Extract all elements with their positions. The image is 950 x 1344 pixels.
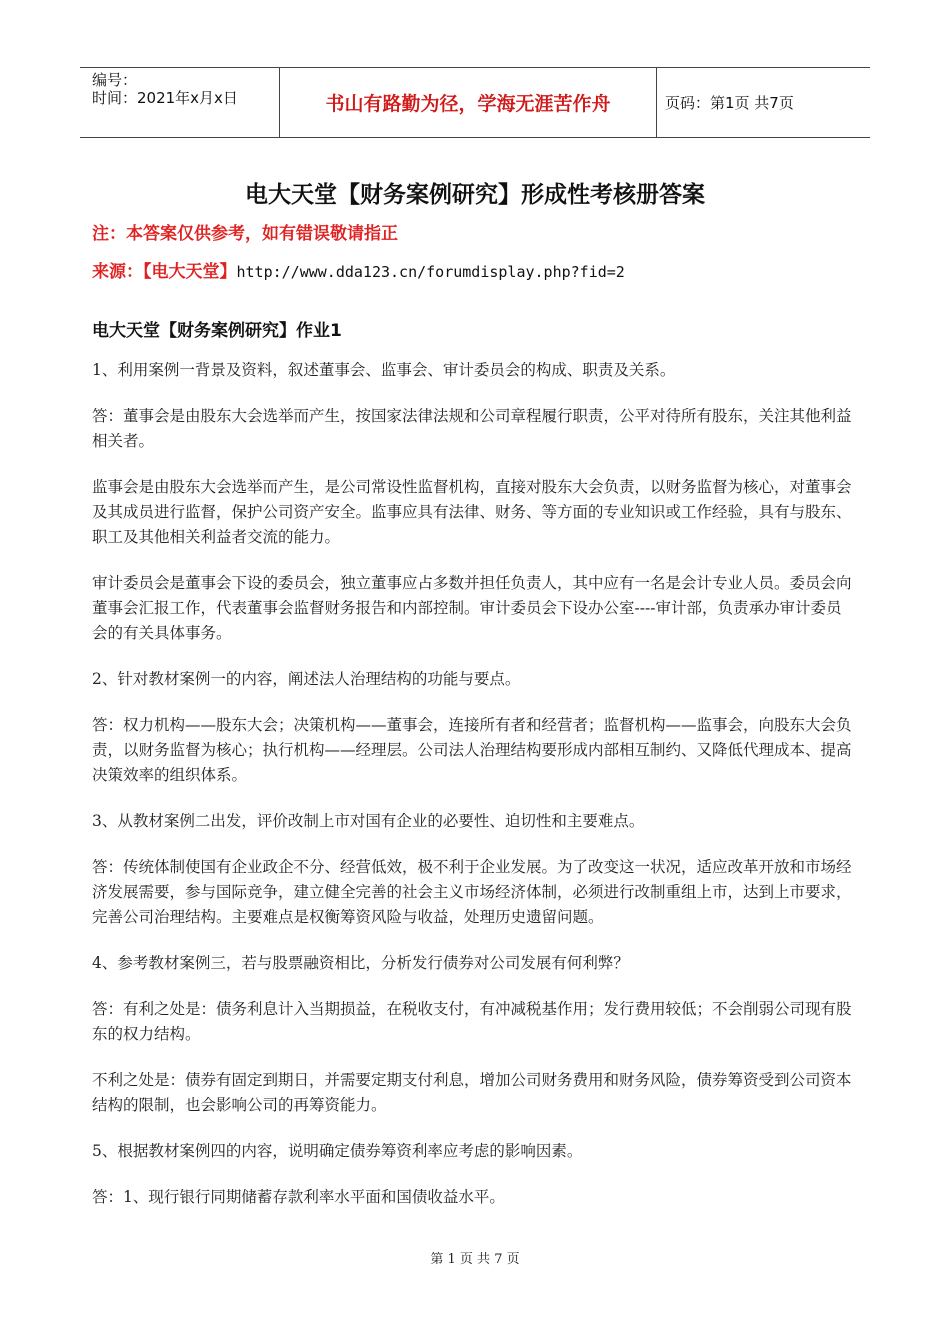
source-url[interactable]: http://www.dda123.cn/forumdisplay.php?fid=2: [236, 263, 625, 281]
disclaimer-note: 注：本答案仅供参考，如有错误敬请指正: [92, 224, 398, 244]
paragraph: 1、利用案例一背景及资料，叙述董事会、监事会、审计委员会的构成、职责及关系。: [92, 361, 676, 379]
source-label: 来源：【电大天堂】: [92, 262, 237, 282]
page-header: [80, 67, 870, 138]
paragraph: 不利之处是：债券有固定到期日，并需要定期支付利息，增加公司财务费用和财务风险，债券筹资受到公司资本结构的限制，也会影响公司的再筹资能力。: [92, 1071, 852, 1114]
time-label: 时间：2021年x月x日: [92, 89, 238, 107]
section-title: 电大天堂【财务案例研究】作业1: [92, 321, 342, 341]
paragraph: 5、根据教材案例四的内容，说明确定债券筹资利率应考虑的影响因素。: [92, 1142, 583, 1160]
header-page-info: 页码：第1页 共7页: [665, 94, 794, 112]
paragraph: 4、参考教材案例三，若与股票融资相比，分析发行债券对公司发展有何利弊？: [92, 954, 629, 972]
page-footer: 第 1 页 共 7 页: [430, 1252, 520, 1267]
number-label: 编号：: [92, 71, 138, 89]
paragraph: 答：传统体制使国有企业政企不分、经营低效，极不利于企业发展。为了改变这一状况，适应改革开放和市场经济发展需要，参与国际竞争，建立健全完善的社会主义市场经济体制，必须进行改制重组上市，达到上市要求，完善公司治理结构。主要难点是权衡筹资风险与收益，处理历史遗留问题。: [92, 858, 852, 926]
source-line: [92, 257, 625, 282]
paragraph: 答：董事会是由股东大会选举而产生，按国家法律法规和公司章程履行职责，公平对待所有股东，关注其他利益相关者。: [92, 407, 852, 450]
paragraph: 2、针对教材案例一的内容，阐述法人治理结构的功能与要点。: [92, 670, 521, 688]
document-body: [92, 358, 852, 1231]
header-motto: 书山有路勤为径，学海无涯苦作舟: [280, 68, 657, 137]
header-meta: [80, 68, 280, 137]
paragraph: 监事会是由股东大会选举而产生，是公司常设性监督机构，直接对股东大会负责，以财务监督为核心，对董事会及其成员进行监督，保护公司资产安全。监事应具有法律、财务、等方面的专业知识或工作经验，具有与股东、职工及其他相关利益者交流的能力。: [92, 478, 852, 546]
paragraph: 3、从教材案例二出发，评价改制上市对国有企业的必要性、迫切性和主要难点。: [92, 812, 645, 830]
paragraph: 答：有利之处是：债务利息计入当期损益，在税收支付，有冲减税基作用；发行费用较低；不会削弱公司现有股东的权力结构。: [92, 1000, 852, 1043]
paragraph: 审计委员会是董事会下设的委员会，独立董事应占多数并担任负责人，其中应有一名是会计专业人员。委员会向董事会汇报工作，代表董事会监督财务报告和内部控制。审计委员会下设办公室----审计部，负责承办审计委员会的有关具体事务。: [92, 574, 852, 642]
paragraph: 答：1、现行银行同期储蓄存款利率水平面和国债收益水平。: [92, 1188, 505, 1206]
paragraph: 答：权力机构——股东大会；决策机构——董事会，连接所有者和经营者；监督机构——监事会，向股东大会负责，以财务监督为核心；执行机构——经理层。公司法人治理结构要形成内部相互制约、又降低代理成本、提高决策效率的组织体系。: [92, 716, 852, 784]
document-title: 电大天堂【财务案例研究】形成性考核册答案: [245, 182, 705, 208]
